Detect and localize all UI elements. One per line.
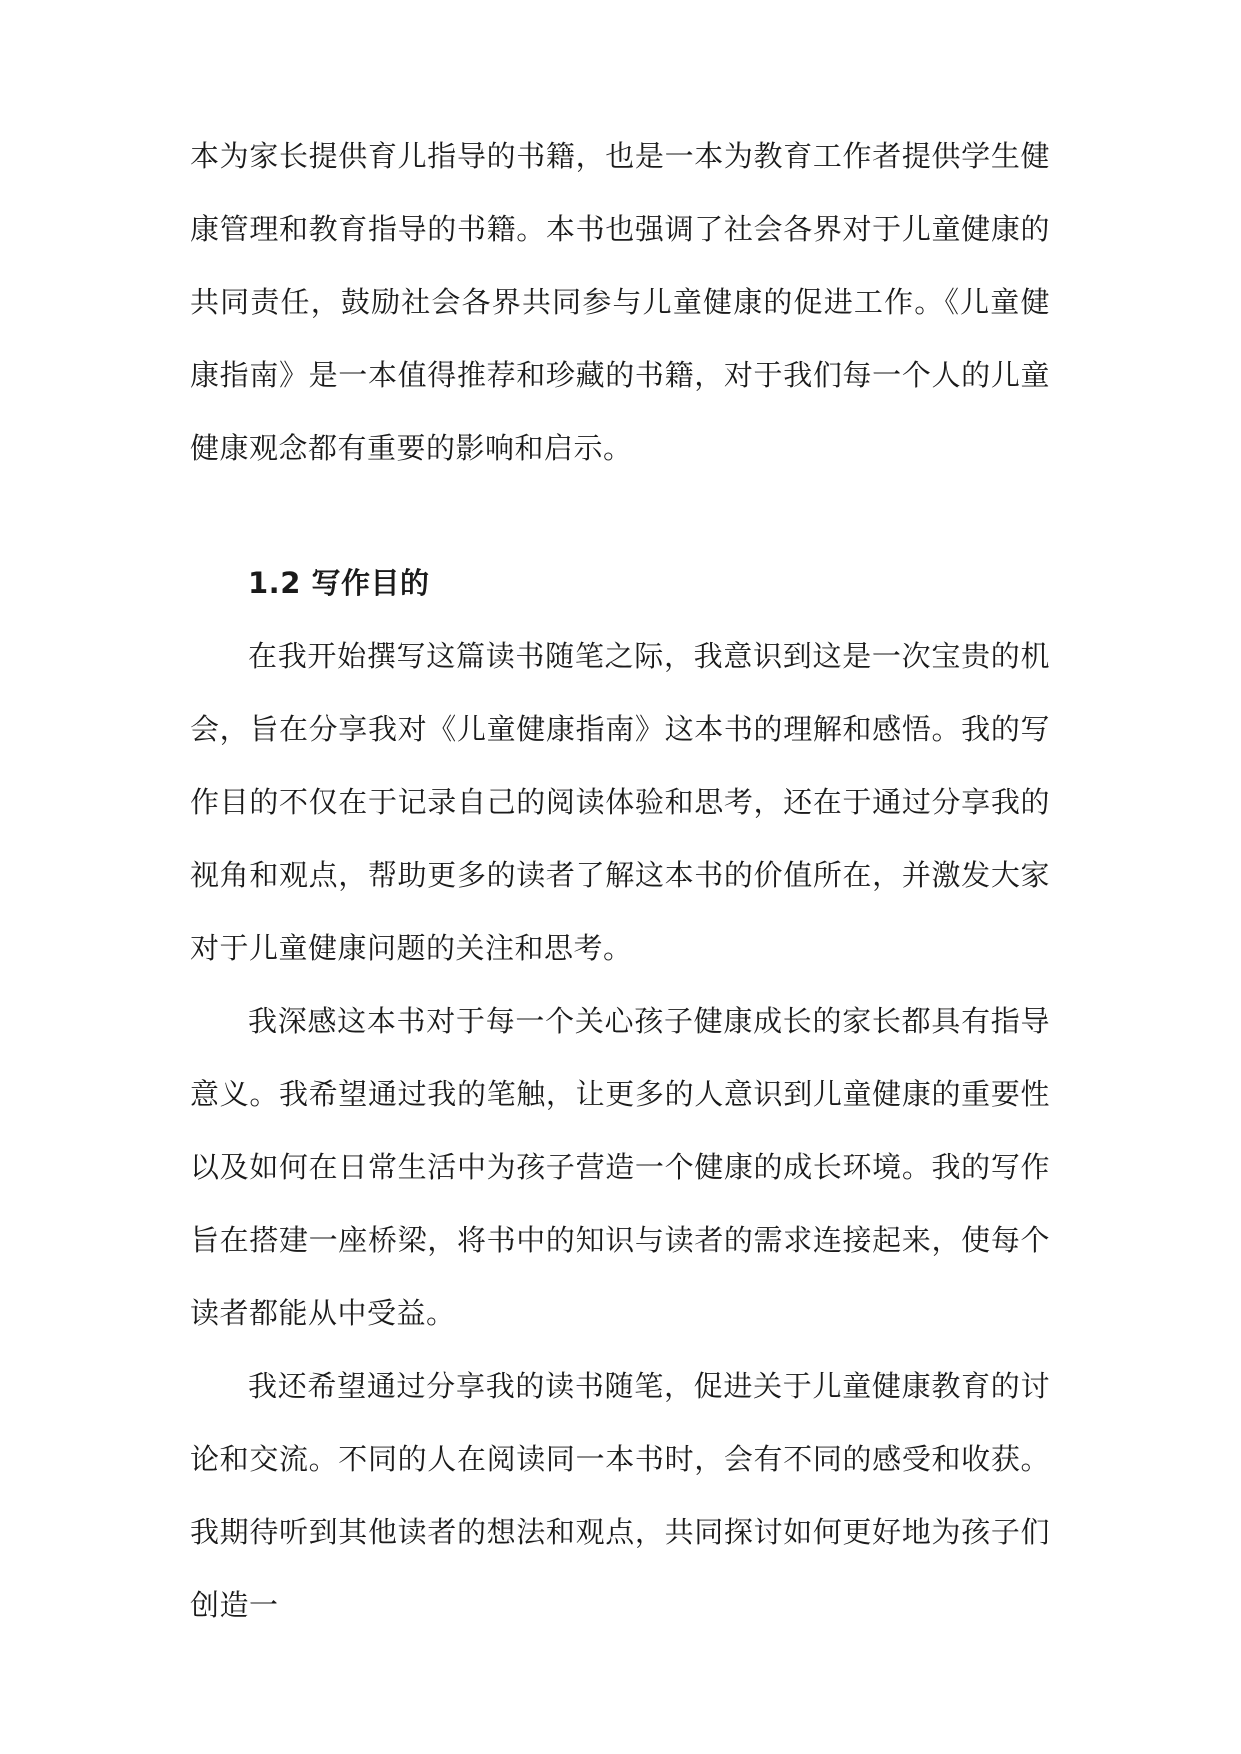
body-paragraph-1: 在我开始撰写这篇读书随笔之际，我意识到这是一次宝贵的机会，旨在分享我对《儿童健康指南》这本书的理解和感悟。我的写作目的不仅在于记录自己的阅读体验和思考，还在于通过分享我的视角和观点，帮助更多的读者了解这本书的价值所在，并激发大家对于儿童健康问题的关注和思考。 bbox=[190, 639, 1050, 965]
intro-text-block bbox=[190, 120, 1050, 485]
body-text-block bbox=[190, 620, 1050, 1642]
intro-paragraph: 本为家长提供育儿指导的书籍，也是一本为教育工作者提供学生健康管理和教育指导的书籍。本书也强调了社会各界对于儿童健康的共同责任，鼓励社会各界共同参与儿童健康的促进工作。《儿童健康指南》是一本值得推荐和珍藏的书籍，对于我们每一个人的儿童健康观念都有重要的影响和启示。 bbox=[190, 139, 1050, 465]
body-paragraph-3: 我还希望通过分享我的读书随笔，促进关于儿童健康教育的讨论和交流。不同的人在阅读同一本书时，会有不同的感受和收获。我期待听到其他读者的想法和观点，共同探讨如何更好地为孩子们创造一 bbox=[190, 1369, 1050, 1622]
body-paragraph-2: 我深感这本书对于每一个关心孩子健康成长的家长都具有指导意义。我希望通过我的笔触，让更多的人意识到儿童健康的重要性以及如何在日常生活中为孩子营造一个健康的成长环境。我的写作旨在搭建一座桥梁，将书中的知识与读者的需求连接起来，使每个读者都能从中受益。 bbox=[190, 1004, 1050, 1330]
section-heading: 1.2 写作目的 bbox=[248, 566, 430, 600]
